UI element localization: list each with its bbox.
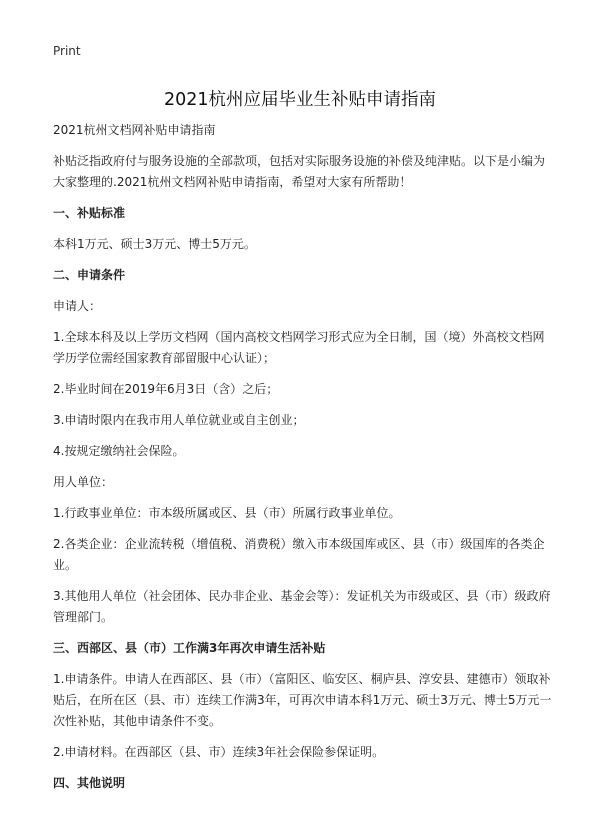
- standards-text: 本科1万元、硕士3万元、博士5万元。: [53, 237, 256, 251]
- section-heading-western-subsidy: 三、西部区、县（市）工作满3年再次申请生活补贴: [53, 641, 326, 655]
- document-title: 2021杭州应届毕业生补贴申请指南: [163, 90, 437, 110]
- document-body: [53, 120, 553, 804]
- applicant-item: 4.按规定缴纳社会保险。: [53, 444, 185, 458]
- document-subtitle: 2021杭州文档网补贴申请指南: [53, 123, 216, 137]
- section-heading-standards: 一、补贴标准: [53, 206, 126, 220]
- applicant-item: 2.毕业时间在2019年6月3日（含）之后；: [53, 382, 279, 396]
- applicant-label: 申请人：: [53, 299, 102, 313]
- employer-item: 3.其他用人单位（社会团体、民办非企业、基金会等）：发证机关为市级或区、县（市）级政府管理部门。: [53, 589, 551, 624]
- section-heading-other: 四、其他说明: [53, 776, 126, 790]
- western-item: 2.申请材料。在西部区（县、市）连续3年社会保险参保证明。: [53, 745, 385, 759]
- employer-item: 1.行政事业单位：市本级所属或区、县（市）所属行政事业单位。: [53, 506, 401, 520]
- section-heading-conditions: 二、申请条件: [53, 268, 126, 282]
- employer-label: 用人单位：: [53, 475, 114, 489]
- applicant-item: 3.申请时限内在我市用人单位就业或自主创业；: [53, 413, 305, 427]
- intro-paragraph: 补贴泛指政府付与服务设施的全部款项，包括对实际服务设施的补偿及纯津贴。以下是小编为大家整理的.2021杭州文档网补贴申请指南，希望对大家有所帮助！: [53, 154, 546, 189]
- western-item: 1.申请条件。申请人在西部区、县（市）（富阳区、临安区、桐庐县、淳安县、建德市）领取补贴后，在所在区（县、市）连续工作满3年，可再次申请本科1万元、硕士3万元、博士5万元一次性补贴，其他申请条件不变。: [53, 672, 552, 728]
- employer-item: 2.各类企业：企业流转税（增值税、消费税）缴入市本级国库或区、县（市）级国库的各类企业。: [53, 537, 545, 572]
- print-label: Print: [53, 44, 81, 58]
- applicant-item: 1.全球本科及以上学历文档网（国内高校文档网学习形式应为全日制，国（境）外高校文档网学历学位需经国家教育部留服中心认证）；: [53, 330, 545, 365]
